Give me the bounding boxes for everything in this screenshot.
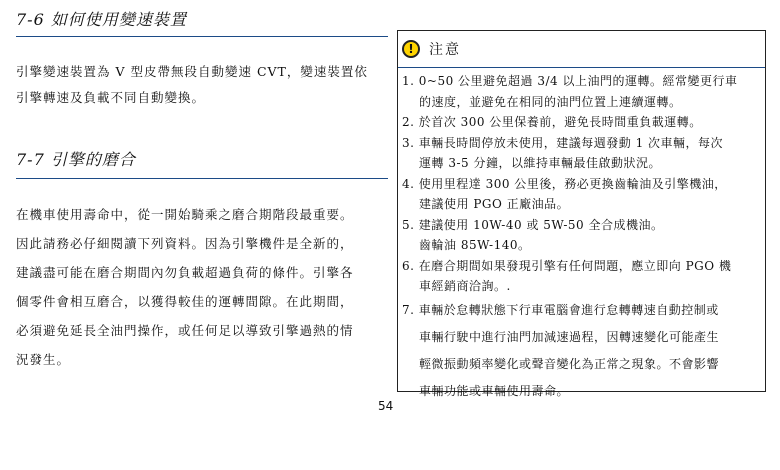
notice-item-7: 7. 車輛於怠轉狀態下行車電腦會進行怠轉轉速自動控制或 <box>402 302 719 317</box>
notice-item-3-cont: 運轉 3-5 分鐘，以維持車輛最佳啟動狀況。 <box>419 156 661 170</box>
notice-list <box>402 71 760 405</box>
notice-box <box>397 30 766 398</box>
body-line: 建議盡可能在磨合期間內勿負載超過負荷的條件。引擎各 <box>16 265 354 280</box>
body-line: 在機車使用壽命中，從一開始騎乘之磨合期階段最重要。 <box>16 207 354 222</box>
notice-header <box>402 37 461 61</box>
warning-exclamation-icon: ! <box>402 40 420 58</box>
page-number: 54 <box>378 399 394 413</box>
notice-item-7-cont: 輕微振動頻率變化或聲音變化為正常之現象。不會影響 <box>419 356 720 371</box>
body-line: 況發生。 <box>16 352 71 367</box>
notice-divider <box>398 67 765 68</box>
notice-item-7-cont: 車輛行駛中進行油門加減速過程，因轉速變化可能產生 <box>419 329 720 344</box>
notice-item-4: 4. 使用里程達 300 公里後，務必更換齒輪油及引擎機油， <box>402 176 727 191</box>
section-divider <box>16 36 388 37</box>
notice-item-2: 2. 於首次 300 公里保養前，避免長時間重負載運轉。 <box>402 115 702 129</box>
notice-item-7-cont: 車輛功能或車輛使用壽命。 <box>419 383 570 398</box>
section-7-6-title: 7-6 如何使用變速裝置 <box>16 10 187 29</box>
section-7-7-title: 7-7 引擎的磨合 <box>16 150 136 169</box>
body-line: 引擎轉速及負載不同自動變換。 <box>16 90 206 105</box>
section-7-7-body <box>16 200 378 374</box>
notice-item-6-cont: 車經銷商洽詢。. <box>419 279 511 293</box>
notice-title: 注意 <box>429 42 461 58</box>
section-divider <box>16 178 388 179</box>
notice-item-5-cont: 齒輪油 85W-140。 <box>419 238 531 252</box>
notice-item-1-cont: 的速度，並避免在相同的油門位置上連續運轉。 <box>419 94 682 109</box>
notice-item-6: 6. 在磨合期間如果發現引擎有任何問題，應立即向 PGO 機 <box>402 258 732 273</box>
body-line: 引擎變速裝置為 V 型皮帶無段自動變速 CVT，變速裝置依 <box>16 64 368 79</box>
body-line: 因此請務必仔細閱讀下列資料。因為引擎機件是全新的， <box>16 236 354 251</box>
notice-item-1: 1. 0~50 公里避免超過 3/4 以上油門的運轉。經常變更行車 <box>402 74 738 88</box>
notice-item-5: 5. 建議使用 10W-40 或 5W-50 全合成機油。 <box>402 217 664 232</box>
body-line: 必須避免延長全油門操作，或任何足以導致引擎過熱的情 <box>16 323 354 338</box>
body-line: 個零件會相互磨合，以獲得較佳的運轉間隙。在此期間， <box>16 294 354 309</box>
notice-item-3: 3. 車輛長時間停放未使用，建議每週發動 1 次車輛，每次 <box>402 135 724 150</box>
notice-item-4-cont: 建議使用 PGO 正廠油品。 <box>419 197 570 211</box>
section-7-6-body <box>16 59 378 111</box>
